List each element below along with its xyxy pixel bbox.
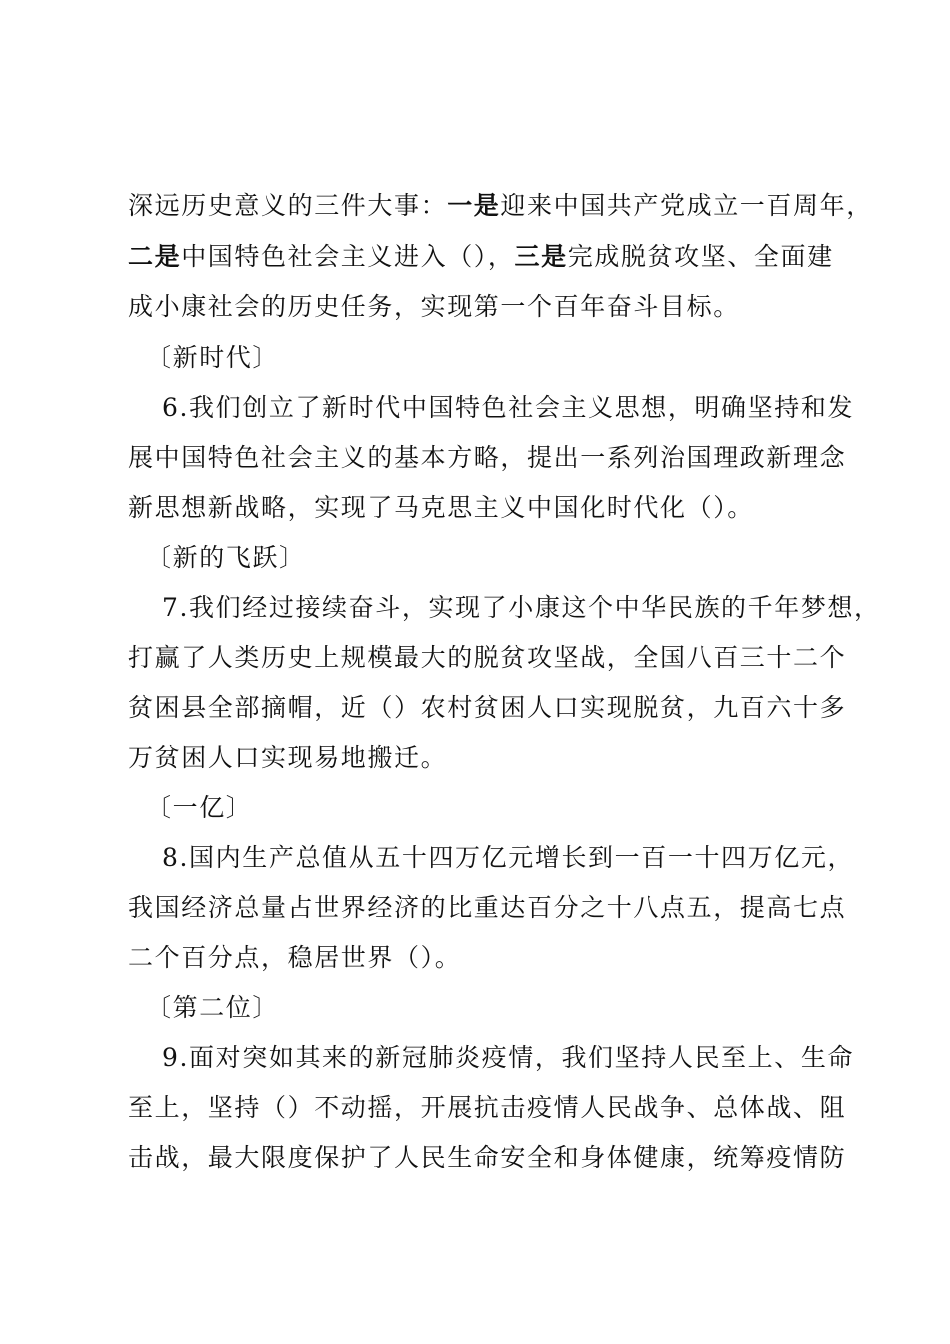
question-8-line-1: 8.国内生产总值从五十四万亿元增长到一百一十四万亿元， bbox=[162, 843, 855, 872]
intro-text: 迎来中国共产党成立一百周年， bbox=[500, 191, 873, 220]
intro-line-3: 成小康社会的历史任务，实现第一个百年奋斗目标。 bbox=[128, 292, 740, 321]
emphasis-text: 二是 bbox=[128, 242, 182, 271]
intro-text: 深远历史意义的三件大事： bbox=[128, 191, 448, 220]
question-6-line-3: 新思想新战略，实现了马克思主义中国化时代化（）。 bbox=[128, 493, 754, 522]
question-7-line-3: 贫困县全部摘帽，近（）农村贫困人口实现脱贫，九百六十多 bbox=[128, 693, 847, 722]
intro-text: 中国特色社会主义进入（）， bbox=[181, 242, 515, 271]
emphasis-text: 一是 bbox=[447, 191, 501, 220]
question-9-line-1: 9.面对突如其来的新冠肺炎疫情，我们坚持人民至上、生命 bbox=[162, 1043, 855, 1072]
answer-label: 〔新时代〕 bbox=[146, 343, 280, 372]
answer-label: 〔第二位〕 bbox=[146, 993, 280, 1022]
question-9-line-3: 击战，最大限度保护了人民生命安全和身体健康，统筹疫情防 bbox=[128, 1143, 847, 1172]
question-9-line-2: 至上，坚持（）不动摇，开展抗击疫情人民战争、总体战、阻 bbox=[128, 1093, 847, 1122]
intro-text: 完成脱贫攻坚、全面建 bbox=[567, 242, 834, 271]
emphasis-text: 三是 bbox=[514, 242, 568, 271]
question-6-line-2: 展中国特色社会主义的基本方略，提出一系列治国理政新理念 bbox=[128, 443, 847, 472]
question-7-line-4: 万贫困人口实现易地搬迁。 bbox=[128, 743, 448, 772]
question-7-line-1: 7.我们经过接续奋斗，实现了小康这个中华民族的千年梦想， bbox=[162, 593, 881, 622]
question-8-line-3: 二个百分点，稳居世界（）。 bbox=[128, 943, 462, 972]
answer-label: 〔新的飞跃〕 bbox=[146, 543, 306, 572]
question-6-line-1: 6.我们创立了新时代中国特色社会主义思想，明确坚持和发 bbox=[162, 393, 855, 422]
intro-line-2 bbox=[128, 239, 834, 275]
intro-line-1 bbox=[128, 188, 873, 224]
question-8-line-2: 我国经济总量占世界经济的比重达百分之十八点五，提高七点 bbox=[128, 893, 847, 922]
question-7-line-2: 打赢了人类历史上规模最大的脱贫攻坚战，全国八百三十二个 bbox=[128, 643, 847, 672]
answer-label: 〔一亿〕 bbox=[146, 793, 253, 822]
